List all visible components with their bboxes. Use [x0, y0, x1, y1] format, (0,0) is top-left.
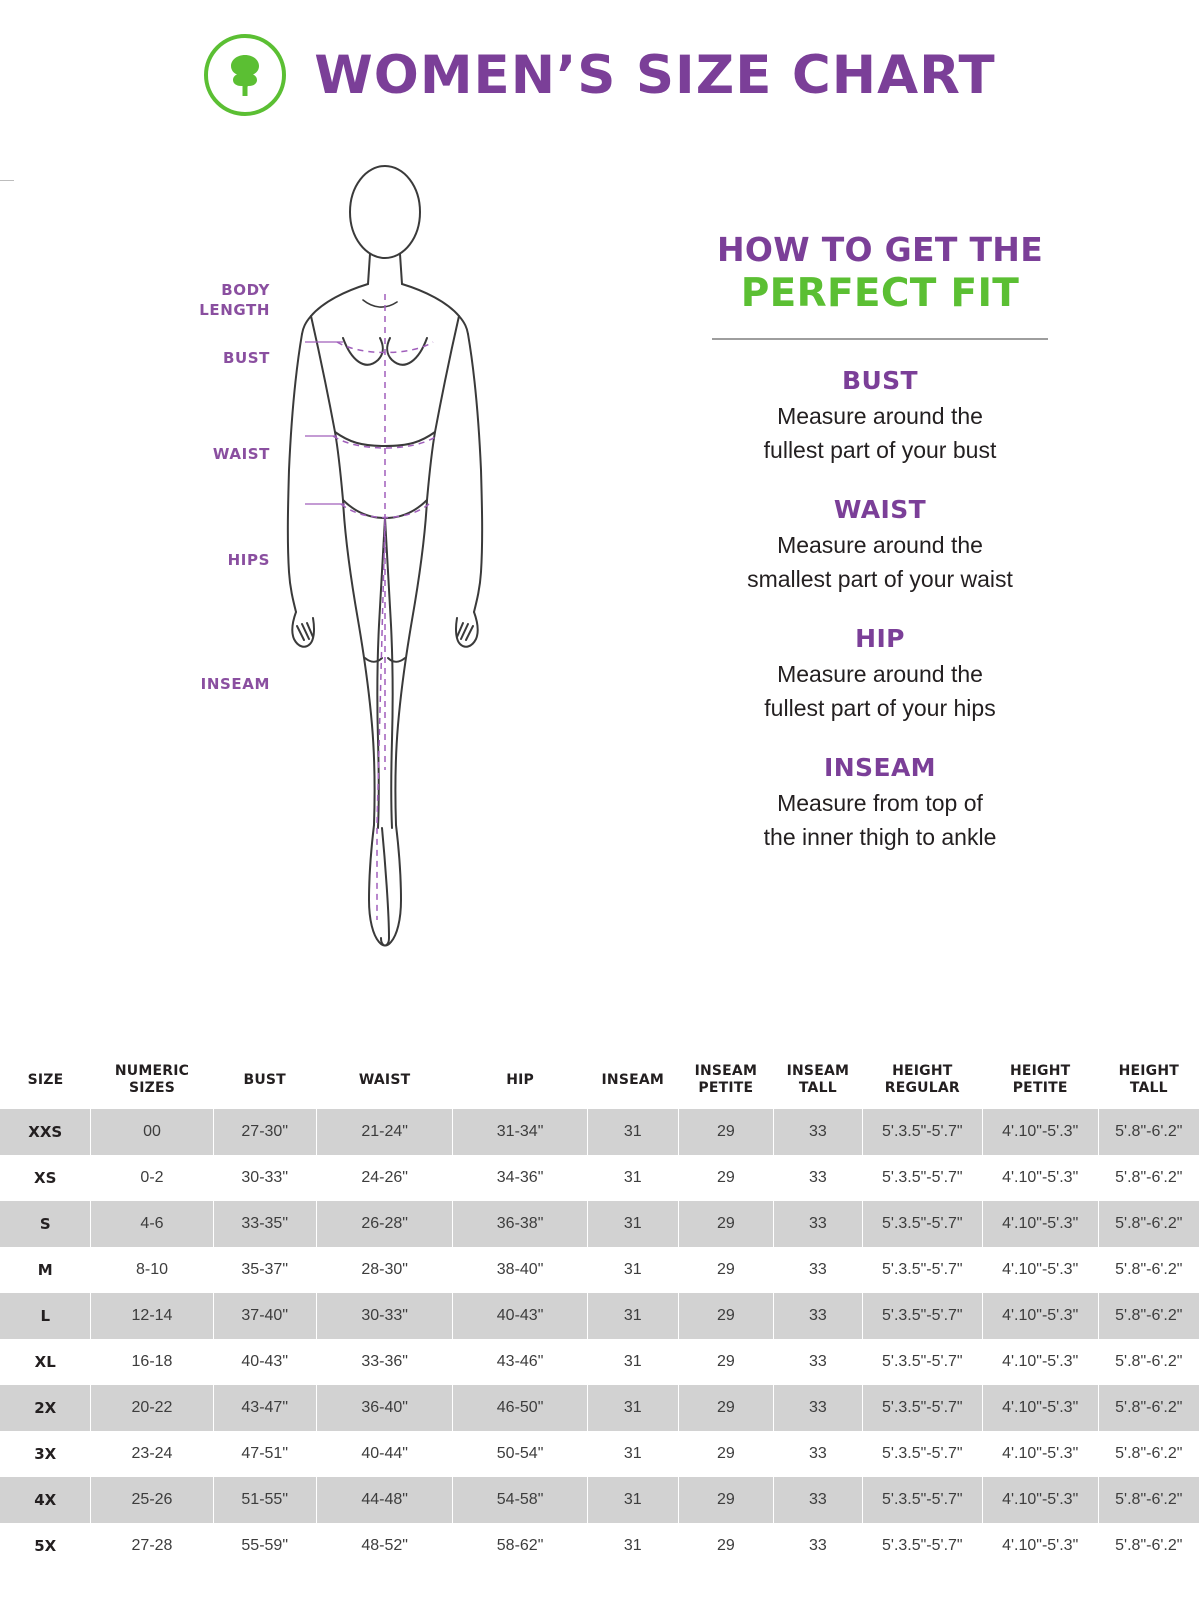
- table-cell: 40-43": [213, 1339, 316, 1385]
- table-cell-size: 2X: [0, 1385, 91, 1431]
- label-body-length-line1: BODY: [221, 281, 270, 299]
- fit-item-waist-line1: Measure around the: [777, 532, 983, 558]
- table-cell: 5'.8"-6'.2": [1098, 1247, 1199, 1293]
- header-line2: TALL: [798, 1080, 837, 1096]
- table-cell: 29: [678, 1247, 773, 1293]
- table-cell: 51-55": [213, 1477, 316, 1523]
- table-cell: 23-24: [91, 1431, 213, 1477]
- table-cell: 4-6: [91, 1201, 213, 1247]
- table-cell-size: M: [0, 1247, 91, 1293]
- table-cell: 29: [678, 1201, 773, 1247]
- table-cell: 26-28": [316, 1201, 452, 1247]
- table-cell: 5'.8"-6'.2": [1098, 1523, 1199, 1569]
- fit-item-hip-line2: fullest part of your hips: [764, 695, 996, 721]
- table-cell: 4'.10"-5'.3": [982, 1201, 1098, 1247]
- label-hips: HIPS: [227, 551, 270, 569]
- table-cell: 5'.8"-6'.2": [1098, 1201, 1199, 1247]
- table-cell: 24-26": [316, 1155, 452, 1201]
- table-cell: 4'.10"-5'.3": [982, 1293, 1098, 1339]
- table-cell: 4'.10"-5'.3": [982, 1431, 1098, 1477]
- header-line1: INSEAM: [786, 1063, 850, 1079]
- fit-item-bust: [600, 366, 1160, 467]
- table-cell: 54-58": [453, 1477, 587, 1523]
- table-cell: 00: [91, 1109, 213, 1155]
- fit-item-hip: [600, 624, 1160, 725]
- table-cell: 38-40": [453, 1247, 587, 1293]
- table-cell: 29: [678, 1339, 773, 1385]
- header-line1: HEIGHT: [1009, 1063, 1071, 1079]
- table-row: [0, 1431, 1200, 1477]
- table-cell: 33: [773, 1109, 862, 1155]
- table-row: [0, 1155, 1200, 1201]
- table-cell: 8-10: [91, 1247, 213, 1293]
- table-cell: 29: [678, 1477, 773, 1523]
- table-cell: 27-28: [91, 1523, 213, 1569]
- divider: [712, 338, 1048, 340]
- table-cell-size: S: [0, 1201, 91, 1247]
- table-cell: 33: [773, 1431, 862, 1477]
- table-cell: 44-48": [316, 1477, 452, 1523]
- table-cell: 27-30": [213, 1109, 316, 1155]
- table-cell: 31: [587, 1109, 678, 1155]
- table-cell: 4'.10"-5'.3": [982, 1523, 1098, 1569]
- table-row: [0, 1385, 1200, 1431]
- table-header-row: [0, 1055, 1200, 1109]
- size-table: [0, 1055, 1200, 1569]
- table-cell: 4'.10"-5'.3": [982, 1477, 1098, 1523]
- header-line2: TALL: [1129, 1080, 1168, 1096]
- label-waist: WAIST: [212, 445, 270, 463]
- fit-item-bust-line1: Measure around the: [777, 403, 983, 429]
- header-line2: PETITE: [1012, 1080, 1068, 1096]
- table-cell: 0-2: [91, 1155, 213, 1201]
- table-row: [0, 1293, 1200, 1339]
- fit-item-inseam-line1: Measure from top of: [777, 790, 983, 816]
- table-cell: 43-47": [213, 1385, 316, 1431]
- table-cell: 5'.3.5"-5'.7": [862, 1431, 982, 1477]
- table-cell: 31: [587, 1385, 678, 1431]
- table-cell: 31: [587, 1523, 678, 1569]
- table-row: [0, 1523, 1200, 1569]
- table-cell: 21-24": [316, 1109, 452, 1155]
- table-cell-size: L: [0, 1293, 91, 1339]
- table-cell-size: 4X: [0, 1477, 91, 1523]
- table-cell: 4'.10"-5'.3": [982, 1247, 1098, 1293]
- table-cell: 31: [587, 1477, 678, 1523]
- table-cell: 5'.8"-6'.2": [1098, 1477, 1199, 1523]
- female-body-illustration: [265, 160, 595, 1050]
- table-cell: 31: [587, 1293, 678, 1339]
- table-cell: 16-18: [91, 1339, 213, 1385]
- perfect-fit-panel: [600, 230, 1160, 882]
- table-header-cell: [773, 1055, 862, 1109]
- table-cell: 33: [773, 1293, 862, 1339]
- tree-logo-icon: [204, 34, 286, 116]
- fit-item-inseam-title: INSEAM: [824, 753, 936, 782]
- table-cell: 5'.3.5"-5'.7": [862, 1293, 982, 1339]
- table-cell: 47-51": [213, 1431, 316, 1477]
- table-header-cell: [587, 1055, 678, 1109]
- header-line2: REGULAR: [884, 1080, 960, 1096]
- table-cell: 29: [678, 1385, 773, 1431]
- table-header-cell: [862, 1055, 982, 1109]
- table-row: [0, 1247, 1200, 1293]
- table-cell: 40-43": [453, 1293, 587, 1339]
- table-cell-size: 5X: [0, 1523, 91, 1569]
- fit-item-inseam-line2: the inner thigh to ankle: [763, 824, 997, 850]
- table-cell: 50-54": [453, 1431, 587, 1477]
- table-cell: 20-22: [91, 1385, 213, 1431]
- table-cell: 36-38": [453, 1201, 587, 1247]
- table-cell: 37-40": [213, 1293, 316, 1339]
- table-cell: 5'.3.5"-5'.7": [862, 1109, 982, 1155]
- table-cell: 29: [678, 1155, 773, 1201]
- table-cell: 29: [678, 1293, 773, 1339]
- table-cell: 5'.3.5"-5'.7": [862, 1385, 982, 1431]
- label-body-length-line2: LENGTH: [199, 301, 270, 319]
- table-cell: 48-52": [316, 1523, 452, 1569]
- fit-item-hip-title: HIP: [855, 624, 905, 653]
- page-header: [0, 0, 1200, 116]
- table-cell: 5'.8"-6'.2": [1098, 1109, 1199, 1155]
- page-title: WOMEN’S SIZE CHART: [314, 44, 996, 106]
- table-body: [0, 1109, 1200, 1569]
- table-cell: 34-36": [453, 1155, 587, 1201]
- table-cell: 5'.8"-6'.2": [1098, 1385, 1199, 1431]
- table-cell: 5'.8"-6'.2": [1098, 1431, 1199, 1477]
- label-body-length: [110, 280, 270, 320]
- table-header-cell: [453, 1055, 587, 1109]
- header-line1: SIZE: [27, 1071, 64, 1088]
- table-cell: 5'.3.5"-5'.7": [862, 1247, 982, 1293]
- table-cell-size: 3X: [0, 1431, 91, 1477]
- table-cell: 43-46": [453, 1339, 587, 1385]
- table-header-cell: [316, 1055, 452, 1109]
- fit-heading-line2: PERFECT FIT: [740, 271, 1020, 316]
- header-line2: SIZES: [128, 1080, 176, 1096]
- header-line1: HIP: [506, 1071, 534, 1088]
- table-header-cell: [1098, 1055, 1199, 1109]
- header-line1: BUST: [243, 1071, 286, 1088]
- table-header-cell: [0, 1055, 91, 1109]
- table-cell: 31-34": [453, 1109, 587, 1155]
- table-cell: 31: [587, 1431, 678, 1477]
- table-cell: 46-50": [453, 1385, 587, 1431]
- table-cell: 25-26: [91, 1477, 213, 1523]
- table-cell: 36-40": [316, 1385, 452, 1431]
- table-cell: 55-59": [213, 1523, 316, 1569]
- table-cell: 29: [678, 1523, 773, 1569]
- table-cell: 33: [773, 1385, 862, 1431]
- table-cell: 4'.10"-5'.3": [982, 1385, 1098, 1431]
- table-header-cell: [678, 1055, 773, 1109]
- table-cell: 40-44": [316, 1431, 452, 1477]
- table-row: [0, 1109, 1200, 1155]
- table-cell: 5'.8"-6'.2": [1098, 1293, 1199, 1339]
- figure-area: [0, 150, 580, 1040]
- label-inseam: INSEAM: [200, 675, 270, 693]
- table-cell: 5'.3.5"-5'.7": [862, 1339, 982, 1385]
- table-cell: 5'.3.5"-5'.7": [862, 1155, 982, 1201]
- fit-item-waist-line2: smallest part of your waist: [747, 566, 1013, 592]
- table-cell: 5'.3.5"-5'.7": [862, 1523, 982, 1569]
- table-cell: 30-33": [213, 1155, 316, 1201]
- table-cell: 33: [773, 1523, 862, 1569]
- table-cell: 28-30": [316, 1247, 452, 1293]
- table-cell-size: XS: [0, 1155, 91, 1201]
- header-line1: WAIST: [358, 1071, 411, 1088]
- fit-item-bust-line2: fullest part of your bust: [763, 437, 997, 463]
- table-cell: 58-62": [453, 1523, 587, 1569]
- header-line2: PETITE: [698, 1080, 754, 1096]
- fit-heading-line1: HOW TO GET THE: [716, 230, 1044, 269]
- table-cell: 33: [773, 1155, 862, 1201]
- table-cell: 33: [773, 1477, 862, 1523]
- header-line1: HEIGHT: [892, 1063, 953, 1079]
- header-line1: HEIGHT: [1118, 1063, 1180, 1079]
- fit-item-bust-title: BUST: [841, 366, 918, 395]
- table-header-cell: [213, 1055, 316, 1109]
- table-cell: 33-35": [213, 1201, 316, 1247]
- table-cell: 5'.3.5"-5'.7": [862, 1201, 982, 1247]
- fit-item-inseam: [600, 753, 1160, 854]
- table-cell-size: XL: [0, 1339, 91, 1385]
- table-cell: 29: [678, 1431, 773, 1477]
- table-cell: 31: [587, 1201, 678, 1247]
- header-line1: INSEAM: [694, 1063, 758, 1079]
- table-header-cell: [982, 1055, 1098, 1109]
- fit-item-waist: [600, 495, 1160, 596]
- fit-item-waist-title: WAIST: [833, 495, 927, 524]
- table-cell: 29: [678, 1109, 773, 1155]
- table-cell: 31: [587, 1155, 678, 1201]
- header-line1: INSEAM: [601, 1071, 665, 1088]
- header-line1: NUMERIC: [114, 1063, 190, 1079]
- table-cell: 4'.10"-5'.3": [982, 1155, 1098, 1201]
- table-cell: 33: [773, 1201, 862, 1247]
- table-cell: 31: [587, 1247, 678, 1293]
- table-row: [0, 1201, 1200, 1247]
- table-cell: 33: [773, 1339, 862, 1385]
- table-cell: 5'.8"-6'.2": [1098, 1155, 1199, 1201]
- size-table-wrapper: [0, 1055, 1200, 1569]
- table-cell: 35-37": [213, 1247, 316, 1293]
- table-cell: 12-14: [91, 1293, 213, 1339]
- table-row: [0, 1339, 1200, 1385]
- table-cell-size: XXS: [0, 1109, 91, 1155]
- table-cell: 5'.8"-6'.2": [1098, 1339, 1199, 1385]
- table-header-cell: [91, 1055, 213, 1109]
- label-bust: BUST: [222, 349, 270, 367]
- table-cell: 33: [773, 1247, 862, 1293]
- table-cell: 30-33": [316, 1293, 452, 1339]
- fit-item-hip-line1: Measure around the: [777, 661, 983, 687]
- table-cell: 31: [587, 1339, 678, 1385]
- table-cell: 4'.10"-5'.3": [982, 1109, 1098, 1155]
- table-cell: 5'.3.5"-5'.7": [862, 1477, 982, 1523]
- table-cell: 4'.10"-5'.3": [982, 1339, 1098, 1385]
- table-row: [0, 1477, 1200, 1523]
- table-cell: 33-36": [316, 1339, 452, 1385]
